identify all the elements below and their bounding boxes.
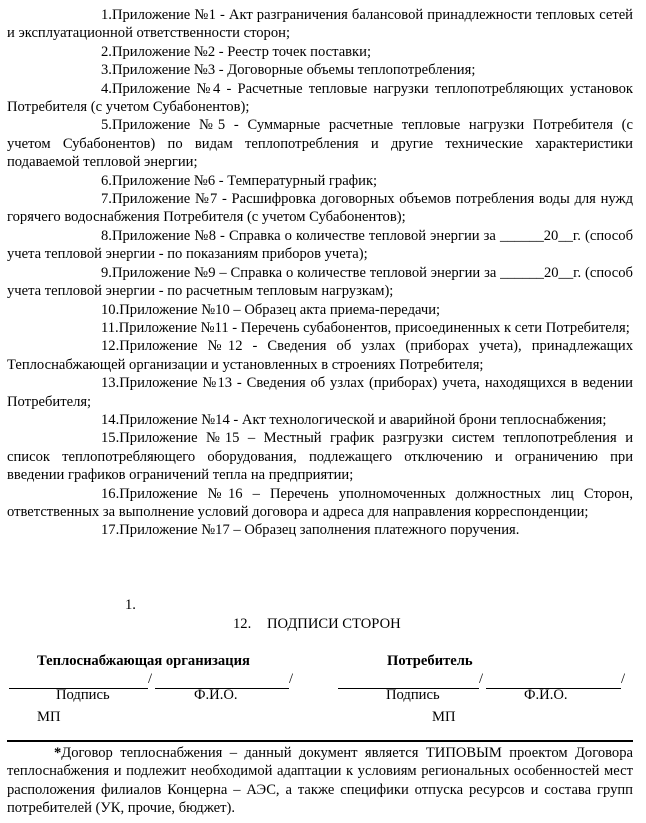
right-slash-1: /	[479, 671, 484, 687]
appendix-item-number: 2.	[101, 43, 112, 60]
appendix-item-text: Приложение №6 - Температурный график;	[111, 172, 378, 189]
appendix-item	[7, 116, 633, 171]
right-slash-2: /	[621, 671, 626, 687]
section-heading	[233, 615, 401, 633]
appendix-item	[7, 319, 633, 337]
footnote-separator	[7, 740, 633, 742]
appendix-item-number: 14.	[101, 411, 120, 428]
appendix-item	[7, 190, 633, 227]
appendix-item-number: 15.	[101, 430, 120, 447]
footnote-marker: *	[54, 745, 62, 761]
appendix-item-text: Приложение №2 - Реестр точек поставки;	[111, 43, 372, 60]
appendix-item-number: 16.	[101, 485, 120, 502]
appendix-item	[7, 80, 633, 117]
appendix-item-text: Приложение №11 - Перечень субабонентов, присоединенных к сети Потребителя;	[118, 319, 630, 336]
appendix-item-text: Приложение №4 - Расчетные тепловые нагрузки теплопотребляющих установок Потребителя (с учетом Субабонентов);	[7, 80, 633, 116]
appendix-item	[7, 264, 633, 301]
appendix-item	[7, 485, 633, 522]
appendix-item-number: 4.	[101, 80, 112, 97]
appendix-item-number: 11.	[101, 319, 119, 336]
appendix-item-number: 3.	[101, 62, 112, 79]
left-signature-label: Подпись	[56, 687, 110, 703]
appendix-item	[7, 43, 633, 61]
right-name-label: Ф.И.О.	[524, 687, 568, 703]
appendix-item-text: Приложение №3 - Договорные объемы теплопотребления;	[111, 62, 476, 79]
appendix-item	[7, 227, 633, 264]
stray-list-number: 1.	[125, 597, 136, 613]
footnote	[7, 744, 633, 818]
appendix-item	[7, 411, 633, 429]
appendix-item	[7, 61, 633, 79]
appendix-item-number: 7.	[101, 191, 112, 208]
left-stamp-label: МП	[37, 709, 61, 725]
section-title: ПОДПИСИ СТОРОН	[267, 616, 401, 632]
right-party-title: Потребитель	[387, 653, 473, 669]
appendix-item-text: Приложение №15 – Местный график разгрузки систем теплопотребления и список теплопотребляющего оборудования, подлежащего отключению и ограничению при введении графиков ограничений тепла на предприятии;	[7, 430, 633, 484]
section-number: 12.	[233, 616, 252, 632]
appendix-item	[7, 374, 633, 411]
appendix-item-text: Приложение №14 - Акт технологической и аварийной брони теплоснабжения;	[119, 411, 607, 428]
right-stamp-label: МП	[432, 709, 456, 725]
appendix-item-number: 6.	[101, 172, 112, 189]
appendix-item-text: Приложение №13 - Сведения об узлах (приборах) учета, находящихся в ведении Потребителя;	[7, 375, 633, 410]
right-signature-label: Подпись	[386, 687, 440, 703]
left-slash-1: /	[148, 671, 153, 687]
appendix-item-number: 5.	[101, 117, 112, 134]
appendix-item-text: Приложение №7 - Расшифровка договорных объемов потребления воды для нужд горячего водоснабжения Потребителя (с учетом Субабонентов);	[7, 191, 633, 226]
appendix-item	[7, 337, 633, 374]
appendix-item-text: Приложение №9 – Справка о количестве тепловой энергии за ______20__г. (способ учета тепловой энергии - по расчетным тепловым нагрузкам);	[7, 264, 633, 300]
appendix-item-number: 8.	[101, 227, 112, 244]
appendix-item-text: Приложение №5 - Суммарные расчетные тепловые нагрузки Потребителя (с учетом Субабонентов) по видам теплопотребления и другие технические характеристики подаваемой тепловой энергии;	[7, 117, 633, 171]
appendix-item-number: 13.	[101, 375, 120, 392]
appendix-item	[7, 301, 633, 319]
appendix-item	[7, 429, 633, 484]
appendix-item-text: Приложение №12 - Сведения об узлах (приборах учета), принадлежащих Теплоснабжающей организации и установленных в строениях Потребителя;	[7, 338, 633, 373]
appendix-item-text: Приложение №1 - Акт разграничения балансовой принадлежности тепловых сетей и эксплуатационной ответственности сторон;	[7, 7, 633, 42]
appendix-item-text: Приложение №8 - Справка о количестве тепловой энергии за ______20__г. (способ учета тепловой энергии - по показаниям приборов учета);	[7, 227, 633, 263]
appendix-item	[7, 521, 633, 539]
appendix-item-number: 1.	[101, 7, 112, 23]
appendix-item-number: 10.	[101, 301, 120, 318]
appendix-item-number: 9.	[101, 264, 112, 281]
appendix-item-text: Приложение №10 – Образец акта приема-передачи;	[119, 301, 441, 318]
left-party-title: Теплоснабжающая организация	[37, 653, 250, 669]
appendix-item-number: 12.	[101, 338, 120, 355]
left-slash-2: /	[289, 671, 294, 687]
footnote-text: Договор теплоснабжения – данный документ является ТИПОВЫМ проектом Договора теплоснабжения и подлежит необходимой адаптации к условиям региональных особенностей мест расположения филиалов Концерна – АЭС, а также специфики отпуска ресурсов и состава групп потребителей (УК, прочие, бюджет).	[7, 745, 633, 817]
appendix-list	[7, 6, 633, 540]
appendix-item	[7, 6, 633, 43]
appendix-item-text: Приложение №16 – Перечень уполномоченных должностных лиц Сторон, ответственных за выполнение условий договора и адреса для направления корреспонденции;	[7, 485, 633, 520]
appendix-item-number: 17.	[101, 522, 120, 539]
left-name-label: Ф.И.О.	[194, 687, 238, 703]
appendix-item	[7, 172, 633, 190]
appendix-item-text: Приложение №17 – Образец заполнения платежного поручения.	[119, 522, 520, 539]
